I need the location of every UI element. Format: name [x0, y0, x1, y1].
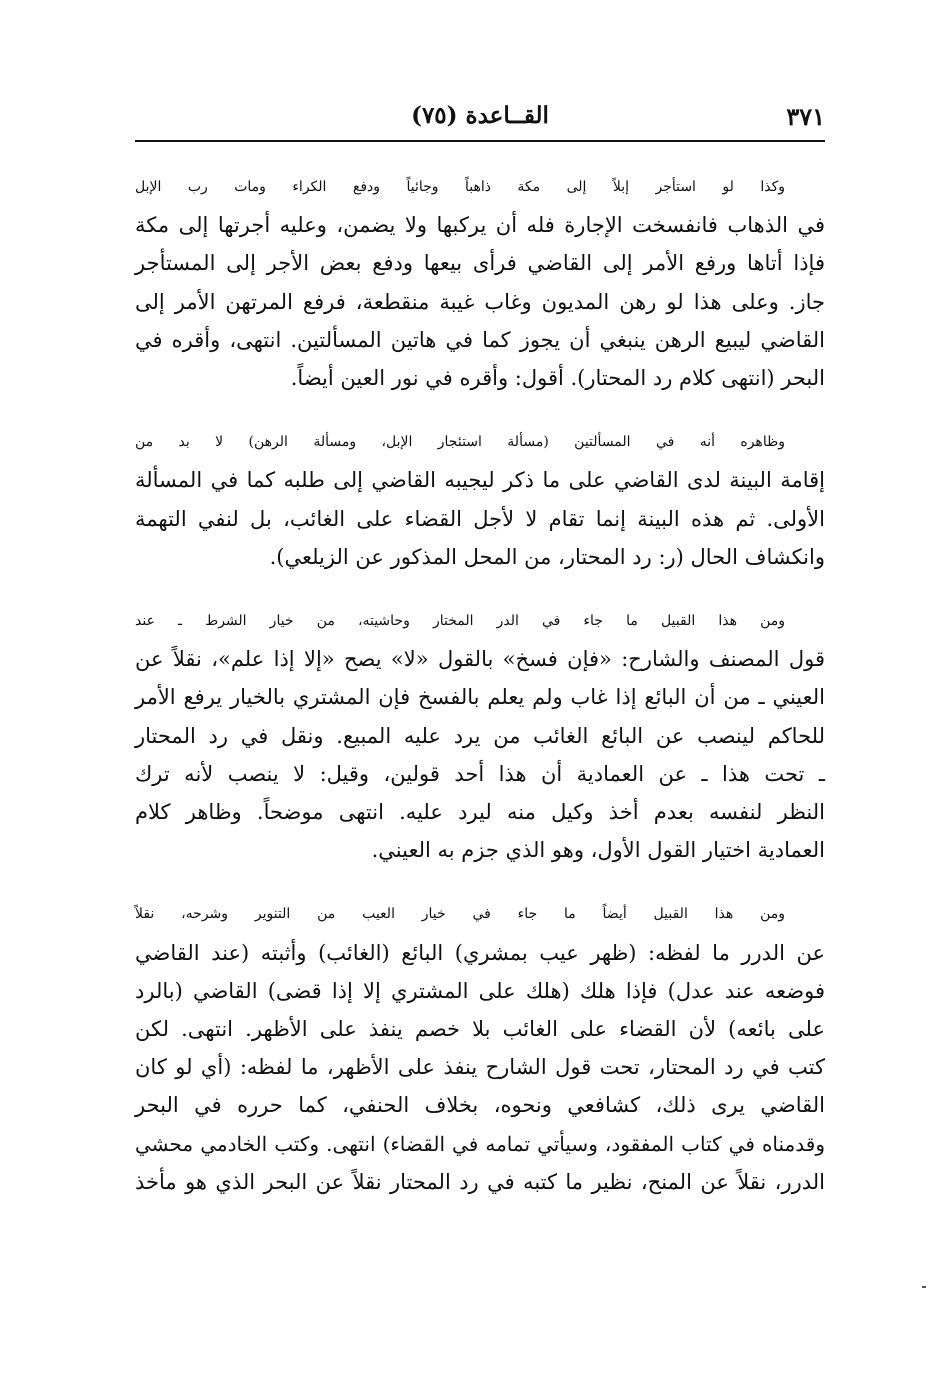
- text-line: القاضي يرى ذلك، كشافعي ونحوه، بخلاف الحنفي، كما حرره في البحر: [135, 1093, 825, 1118]
- text-line: للحاكم لينصب عن البائع الغائب من يرد عليه المبيع. ونقل في رد المحتار: [135, 723, 825, 748]
- book-page: [135, 100, 825, 1227]
- text-line: ومن هذا القبيل ما جاء في الدر المختار وحاشيته، من خيار الشرط ـ عند: [135, 613, 785, 630]
- text-line: وانكشاف الحال (ر: رد المحتار، من المحل المذكور عن الزيلعي).: [269, 544, 825, 569]
- scan-edge-mark: [922, 1286, 926, 1288]
- paragraph: [135, 168, 825, 397]
- text-line: إقامة البينة لدى القاضي على ما ذكر ليجيبه القاضي إلى طلبه كما في المسألة: [135, 468, 825, 493]
- text-line: في الذهاب فانفسخت الإجارة فله أن يركبها ولا يضمن، وعليه أجرتها إلى مكة: [135, 213, 825, 238]
- page-body: [135, 168, 825, 1201]
- text-line: القاضي ليبيع الرهن ينبغي أن يجوز كما في هاتين المسألتين. انتهى، وأقره في: [135, 327, 825, 352]
- text-line: العمادية اختيار القول الأول، وهو الذي جزم به العيني.: [371, 838, 825, 863]
- text-line: النظر لنفسه بعدم أخذ وكيل منه ليرد عليه. انتهى موضحاً. وظاهر كلام: [135, 800, 825, 825]
- text-line: الدرر، نقلاً عن المنح، نظير ما كتبه في رد المحتار نقلاً عن البحر الذي هو مأخذ: [135, 1169, 825, 1194]
- text-line: البحر (انتهى كلام رد المحتار). أقول: وأقره في نور العين أيضاً.: [290, 366, 825, 391]
- text-line: على بائعه) لأن القضاء على الغائب بلا خصم ينفذ على الأظهر. انتهى. لكن: [135, 1017, 825, 1042]
- text-line: العيني ـ من أن البائع إذا غاب ولم يعلم بالفسخ فإن المشتري بالخيار يرفع الأمر: [135, 685, 825, 710]
- text-line: عن الدرر ما لفظه: (ظهر عيب بمشري) البائع (الغائب) وأثبته (عند القاضي: [135, 940, 825, 965]
- text-line: فإذا أتاها ورفع الأمر إلى القاضي فرأى بيعها ودفع بعض الأجر إلى المستأجر: [135, 251, 825, 276]
- page-header: [135, 100, 825, 142]
- text-line: فوضعه عند عدل) فإذا هلك (هلك على المشتري إلا إذا قضى) القاضي (بالرد: [135, 978, 825, 1003]
- text-line: جاز. وعلى هذا لو رهن المديون وغاب غيبة منقطعة، فرفع المرتهن الأمر إلى: [135, 289, 825, 314]
- paragraph: [135, 895, 825, 1201]
- text-line: ومن هذا القبيل أيضاً ما جاء في خيار العيب من التنوير وشرحه، نقلاً: [135, 906, 785, 923]
- text-line: وظاهره أنه في المسألتين (مسألة استئجار الإبل، ومسألة الرهن) لا بد من: [135, 434, 785, 451]
- text-line: وقدمناه في كتاب المفقود، وسيأتي تمامه في القضاء) انتهى. وكتب الخادمي محشي: [135, 1131, 825, 1156]
- text-line: كتب في رد المحتار، تحت قول الشارح ينفذ على الأظهر، ما لفظه: (أي لو كان: [135, 1055, 825, 1080]
- paragraph: [135, 423, 825, 576]
- running-title: القــاعدة (٧٥): [411, 102, 549, 129]
- text-line: ـ تحت هذا ـ عن العمادية أن هذا أحد قولين، وقيل: لا ينصب لأنه ترك: [135, 761, 825, 786]
- text-line: الأولى. ثم هذه البينة إنما تقام لا لأجل القضاء على الغائب، بل لنفي التهمة: [135, 506, 825, 531]
- page-number: ٣٧١: [786, 102, 825, 131]
- text-line: وكذا لو استأجر إبلاً إلى مكة ذاهباً وجائياً ودفع الكراء ومات رب الإبل: [135, 179, 785, 195]
- text-line: قول المصنف والشارح: «فإن فسخ» بالقول «لا» يصح «إلا إذا علم»، نقلاً عن: [135, 647, 825, 672]
- paragraph: [135, 602, 825, 869]
